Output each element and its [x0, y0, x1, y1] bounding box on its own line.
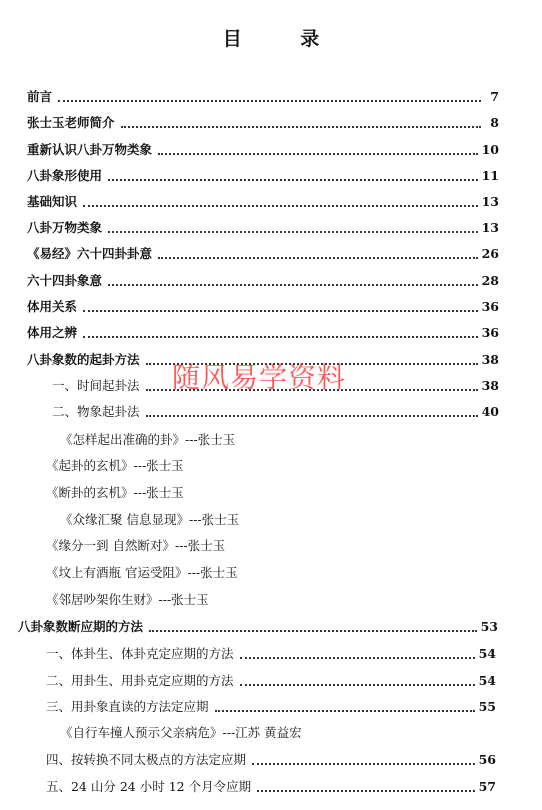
toc-entry [46, 697, 496, 717]
leader-dots [108, 280, 478, 286]
toc-entry-page: 26 [481, 246, 499, 261]
toc-entry-label: 基础知识 [27, 194, 78, 209]
toc-entry [27, 244, 499, 264]
toc-entry-page: 40 [481, 404, 499, 419]
toc-entry-page: 54 [478, 673, 496, 688]
toc-entry [46, 483, 499, 503]
toc-entry [27, 297, 499, 317]
page-title: 目 录 [222, 28, 346, 50]
leader-dots [240, 680, 475, 686]
toc-entry-label: 体用之辨 [27, 325, 78, 340]
toc-entry-page: 28 [481, 273, 499, 288]
leader-dots [252, 759, 475, 765]
leader-dots [108, 175, 478, 181]
toc-entry-label: 张士玉老师简介 [27, 115, 115, 130]
toc-entry-page: 10 [481, 142, 499, 157]
toc-entry [18, 617, 498, 637]
toc-entry-label: 《坟上有酒瓶 官运受阻》---张士玉 [46, 565, 238, 580]
toc-entry-label: 二、物象起卦法 [52, 404, 140, 419]
toc-entry-label: 八卦象数断应期的方法 [18, 619, 144, 634]
toc-entry-label: 《邻居吵架你生财》---张士玉 [46, 592, 209, 607]
toc-entry-page: 55 [478, 699, 496, 714]
toc-entry [46, 671, 496, 691]
toc-entry-label: 六十四卦象意 [27, 273, 103, 288]
toc-entry-label: 八卦万物类象 [27, 220, 103, 235]
leader-dots [215, 706, 475, 712]
leader-dots [83, 201, 478, 207]
toc-entry-label: 二、用卦生、用卦克定应期的方法 [46, 673, 234, 688]
toc-entry-page: 38 [481, 352, 499, 367]
toc-entry [27, 113, 499, 133]
toc-entry-label: 四、按转换不同太极点的方法定应期 [46, 752, 247, 767]
toc-entry [46, 590, 499, 610]
toc-entry-label: 三、用卦象直读的方法定应期 [46, 699, 209, 714]
toc-entry-label: 《断卦的玄机》---张士玉 [46, 485, 184, 500]
toc-entry [27, 271, 499, 291]
toc-entry-label: 八卦象形使用 [27, 168, 103, 183]
toc-entry-label: 前言 [27, 89, 53, 104]
toc-entry [46, 777, 496, 797]
toc-entry-label: 《易经》六十四卦卦意 [27, 246, 153, 261]
toc-entry-page: 54 [478, 646, 496, 661]
toc-entry [27, 166, 499, 186]
leader-dots [149, 626, 477, 632]
toc-entry [46, 536, 499, 556]
toc-entry-page: 56 [478, 752, 496, 767]
toc-entry [60, 510, 499, 530]
toc-entry [60, 430, 499, 450]
toc-entry-label: 《起卦的玄机》---张士玉 [46, 458, 184, 473]
leader-dots [108, 227, 478, 233]
toc-entry [27, 87, 499, 107]
leader-dots [240, 653, 475, 659]
toc-entry [27, 140, 499, 160]
leader-dots [158, 253, 478, 259]
toc-entry-label: 重新认识八卦万物类象 [27, 142, 153, 157]
toc-entry [52, 402, 499, 422]
toc-entry-page: 7 [490, 89, 499, 104]
toc-entry-page: 13 [481, 194, 499, 209]
toc-entry-label: 一、时间起卦法 [52, 378, 140, 393]
leader-dots [158, 149, 478, 155]
toc-entry-page: 11 [481, 168, 499, 183]
toc-entry-page: 8 [490, 115, 499, 130]
toc-entry [46, 563, 499, 583]
toc-entry-label: 体用关系 [27, 299, 78, 314]
toc-entry-page: 38 [481, 378, 499, 393]
toc-entry-label: 一、体卦生、体卦克定应期的方法 [46, 646, 234, 661]
toc-entry-label: 《缘分一到 自然断对》---张士玉 [46, 538, 226, 553]
leader-dots [83, 332, 478, 338]
toc-entry-page: 36 [481, 325, 499, 340]
leader-dots [257, 786, 475, 792]
toc-entry-label: 《怎样起出准确的卦》---张士玉 [60, 432, 236, 447]
toc-entry [60, 723, 496, 743]
toc-entry-page: 57 [478, 779, 496, 794]
toc-entry-label: 《众缘汇聚 信息显现》---张士玉 [60, 512, 240, 527]
toc-entry [27, 323, 499, 343]
toc-entry [46, 644, 496, 664]
leader-dots [146, 411, 478, 417]
toc-entry-label: 五、24 山分 24 小时 12 个月令应期 [46, 779, 252, 794]
toc-entry [46, 750, 496, 770]
toc-entry [27, 192, 499, 212]
toc-entry-page: 53 [480, 619, 498, 634]
toc-entry-page: 36 [481, 299, 499, 314]
watermark: 随风易学资料 [172, 361, 347, 394]
toc-entry-page: 13 [481, 220, 499, 235]
toc-entry-label: 《自行车撞人预示父亲病危》---江苏 黄益宏 [60, 725, 302, 740]
leader-dots [58, 96, 481, 102]
toc-entry [46, 456, 499, 476]
leader-dots [83, 306, 478, 312]
toc-entry-label: 八卦象数的起卦方法 [27, 352, 140, 367]
toc-entry [27, 218, 499, 238]
leader-dots [121, 122, 481, 128]
